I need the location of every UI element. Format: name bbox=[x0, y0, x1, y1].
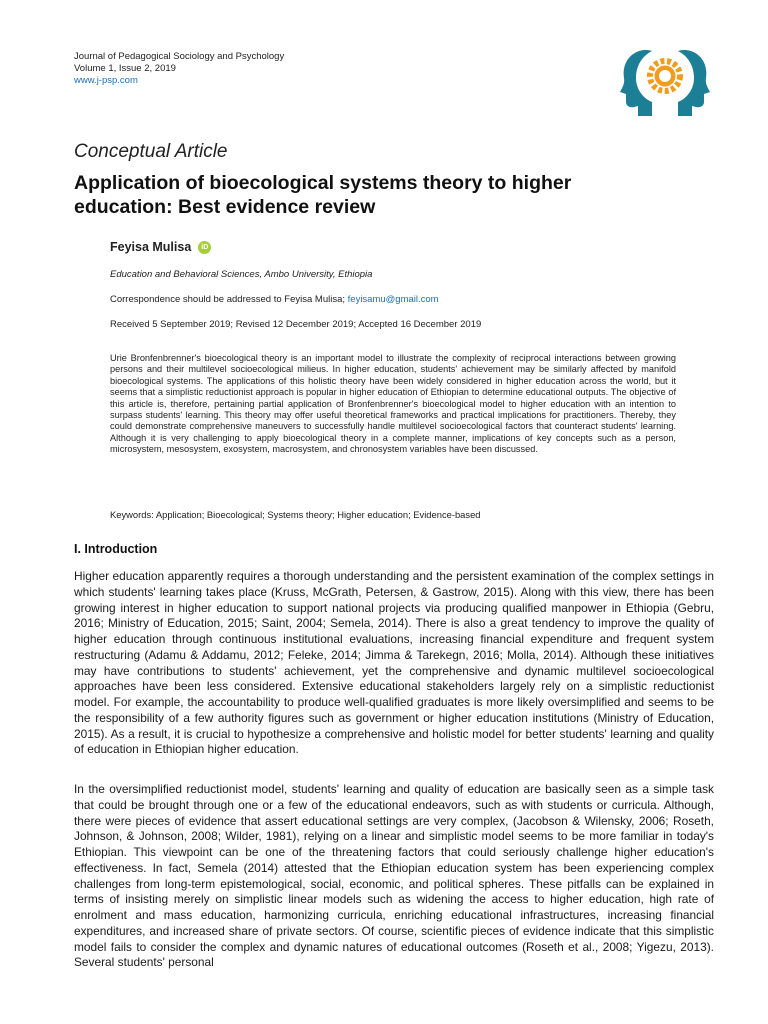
journal-header bbox=[74, 51, 284, 87]
author-name: Feyisa Mulisa bbox=[110, 240, 192, 254]
section-heading-introduction: I. Introduction bbox=[74, 542, 158, 556]
body-paragraph-1: Higher education apparently requires a thorough understanding and the persistent examination of the complex settings in which students' learning takes place (Kruss, McGrath, Petersen, & Gastrow, 2015). Along with this view, there has been growing interest in higher education to support national projects via producing qualified manpower in Ethiopia (Gebru, 2016; Ministry of Education, 2015; Saint, 2004; Semela, 2014). There is also a great tendency to improve the quality of higher education through continuous institutional evaluations, increasing financial expenditure and frequent system restructuring (Adamu & Addamu, 2012; Feleke, 2014; Jimma & Tarekegn, 2016; Molla, 2014). Although these initiatives may have contributions to students' achievement, yet the comprehensive and dynamic multilevel socioecological approaches have been less considered. Extensive educational stakeholders largely rely on a simplistic reductionist model. For example, the accountability to produce well-qualified graduates is more likely oversimplified and seems to be the responsibility of a few authority figures such as government or higher education institutions (Ministry of Education, 2015). As a result, it is crucial to hypothesize a comprehensive and holistic model for better students' learning and quality of education in Ethiopian higher education. bbox=[74, 569, 714, 757]
correspondence-text: Correspondence should be addressed to Feyisa Mulisa; bbox=[110, 294, 348, 305]
body-paragraph-2: In the oversimplified reductionist model, students' learning and quality of education are basically seen as a simple task that could be brought through one or a few of the educational endeavors, such as with students or curricula. Although, there were pieces of evidence that assert educational settings are very complex, (Jacobson & Wilensky, 2006; Roseth, Johnson, & Johnson, 2008; Wilder, 1981), relying on a linear and simplistic model seems to be more familiar in today's Ethiopian. This viewpoint can be one of the threatening factors that could seriously challenge higher education's effectiveness. In fact, Semela (2014) attested that the Ethiopian education system has been experiencing complex challenges from long-term epistemological, social, economic, and political spheres. These pitfalls can be explained in terms of insisting merely on simplistic linear models such as widening the access to higher education, high rate of enrolment and mass education, harmonizing curricula, enriching educational infrastructures, increasing financial expenditures, and increased share of private sectors. Of course, scientific pieces of evidence indicate that this simplistic model fails to consider the complex and dynamic natures of educational outcomes (Roseth et al., 2008; Yigezu, 2013). Several students' personal bbox=[74, 782, 714, 970]
correspondence bbox=[110, 294, 439, 305]
article-type: Conceptual Article bbox=[74, 141, 228, 162]
journal-name: Journal of Pedagogical Sociology and Psychology bbox=[74, 51, 285, 62]
email-link[interactable]: feyisamu@gmail.com bbox=[347, 294, 439, 305]
journal-url[interactable]: www.j-psp.com bbox=[74, 75, 138, 86]
two-heads-gear-logo bbox=[618, 42, 712, 120]
abstract: Urie Bronfenbrenner's bioecological theory is an important model to illustrate the complexity of reciprocal interactions between growing persons and their multilevel socioecological milieus. In higher education, students' achievement may be similarly affected by manifold bioecological systems. The applications of this holistic theory have been widely considered in higher education across the world, but it seems that a simplistic reductionist approach is popular in higher education of Ethiopian to determine educational outputs. The objective of this article is, therefore, pertaining partial application of Bronfenbrenner's bioecological model to higher education with an intention to surpass students' learning. This theory may offer useful theoretical frameworks and practical implications for practitioners. Thereby, they could demonstrate comprehensive maneuvers to successfully handle multilevel socioecological factors that counteract students' learning. Although it is very challenging to apply bioecological theory in a complete manner, implications of key concepts such as a person, microsystem, mesosystem, exosystem, macrosystem, and chronosystem variables have been discussed. bbox=[110, 353, 676, 455]
author-line bbox=[110, 240, 211, 254]
received-dates: Received 5 September 2019; Revised 12 December 2019; Accepted 16 December 2019 bbox=[110, 319, 482, 330]
article-title: Application of bioecological systems theory to higher education: Best evidence review bbox=[74, 172, 572, 218]
orcid-icon[interactable]: iD bbox=[198, 241, 211, 254]
affiliation: Education and Behavioral Sciences, Ambo University, Ethiopia bbox=[110, 269, 373, 280]
journal-volume: Volume 1, Issue 2, 2019 bbox=[74, 63, 176, 74]
keywords: Keywords: Application; Bioecological; Systems theory; Higher education; Evidence-based bbox=[110, 509, 481, 520]
